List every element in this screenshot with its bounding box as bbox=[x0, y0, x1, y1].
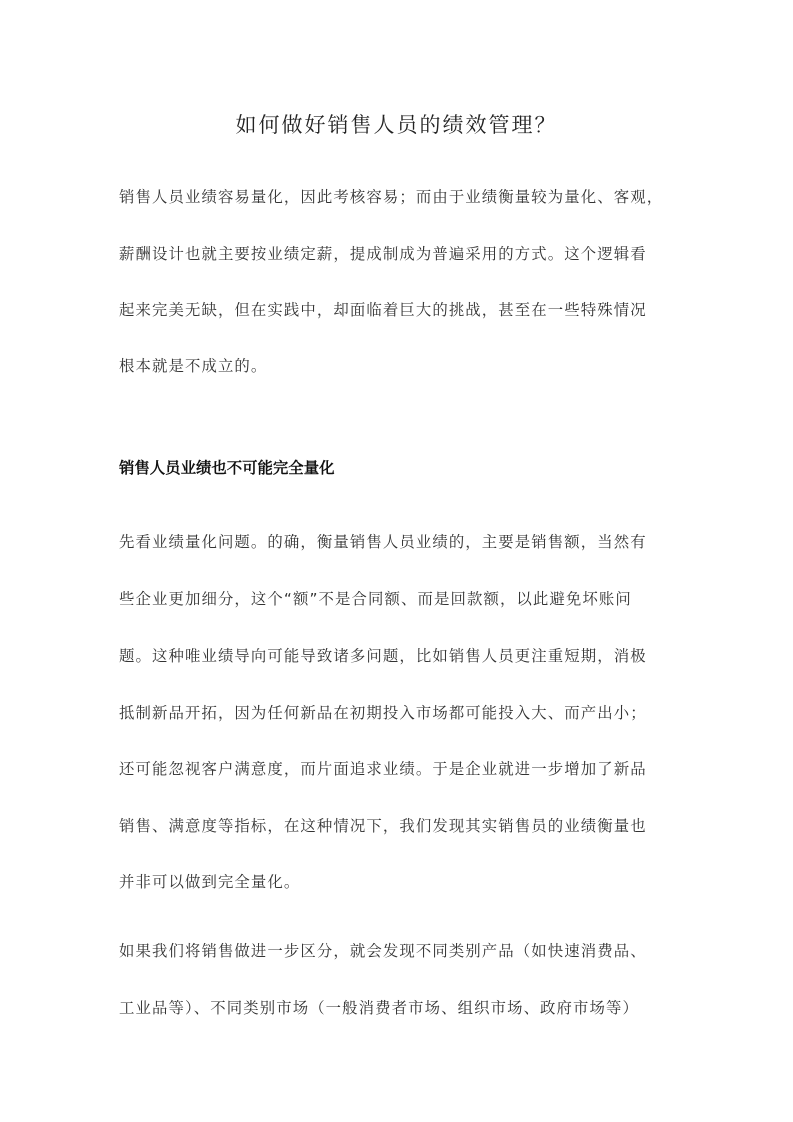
paragraph-line: 些企业更加细分，这个“额”不是合同额、而是回款额，以此避免坏账问 bbox=[119, 590, 632, 608]
paragraph-line: 并非可以做到完全量化。 bbox=[119, 873, 301, 891]
paragraph-line: 抵制新品开拓，因为任何新品在初期投入市场都可能投入大、而产出小； bbox=[119, 704, 647, 722]
paragraph-line: 工业品等）、不同类别市场（一般消费者市场、组织市场、政府市场等） bbox=[119, 999, 640, 1017]
paragraph-line: 薪酬设计也就主要按业绩定薪，提成制成为普遍采用的方式。这个逻辑看 bbox=[119, 245, 647, 263]
section-heading: 销售人员业绩也不可能完全量化 bbox=[119, 459, 335, 477]
paragraph-line: 销售人员业绩容易量化，因此考核容易；而由于业绩衡量较为量化、客观， bbox=[119, 188, 664, 206]
paragraph-line: 起来完美无缺，但在实践中，却面临着巨大的挑战，甚至在一些特殊情况 bbox=[119, 301, 647, 319]
paragraph-line: 先看业绩量化问题。的确，衡量销售人员业绩的，主要是销售额，当然有 bbox=[119, 533, 647, 551]
paragraph-line: 还可能忽视客户满意度，而片面追求业绩。于是企业就进一步增加了新品 bbox=[119, 760, 647, 778]
paragraph-line: 销售、满意度等指标，在这种情况下，我们发现其实销售员的业绩衡量也 bbox=[119, 817, 647, 835]
paragraph-line: 根本就是不成立的。 bbox=[119, 357, 268, 375]
document-title: 如何做好销售人员的绩效管理？ bbox=[235, 113, 558, 137]
paragraph-line: 如果我们将销售做进一步区分，就会发现不同类别产品（如快速消费品、 bbox=[119, 942, 647, 960]
paragraph-line: 题。这种唯业绩导向可能导致诸多问题，比如销售人员更注重短期，消极 bbox=[119, 647, 647, 665]
